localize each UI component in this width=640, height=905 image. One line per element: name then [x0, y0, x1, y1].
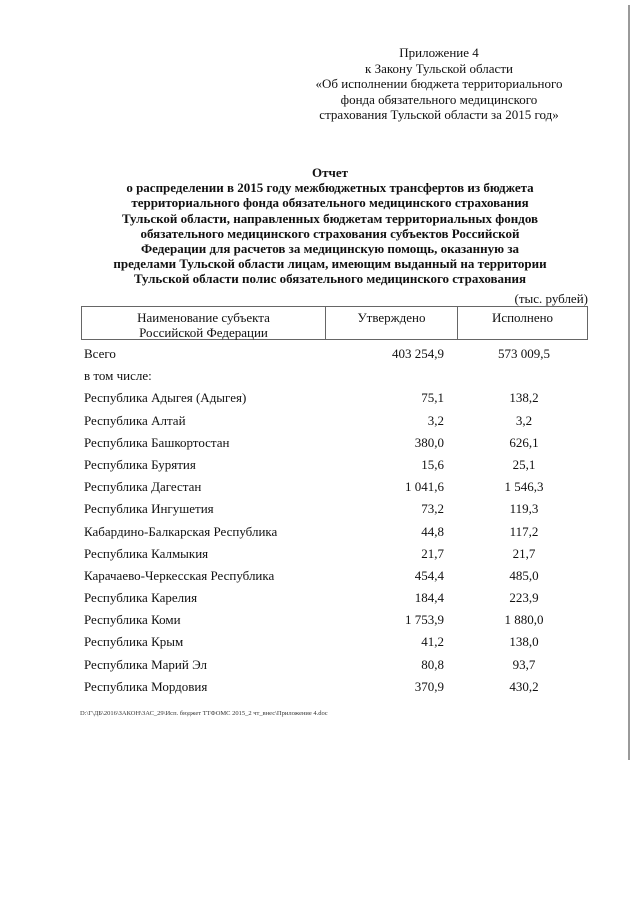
report-title	[70, 165, 590, 287]
table-row: Республика Алтай 3,2 3,2	[84, 412, 533, 428]
title-line: Тульской области, направленных бюджетам территориальных фондов	[121, 210, 539, 226]
file-path-footer: D:\Г\ДБ\2016\ЗАКОН\ЗАС_29\Исп. бюджет ТТФОМС 2015_2 чт_внес\Приложение 4.doc	[80, 710, 328, 717]
table-row: Республика Марий Эл 80,8 93,7	[84, 656, 536, 672]
table-row: Республика Ингушетия 73,2 119,3	[84, 501, 539, 517]
table-row: Республика Дагестан 1 041,6 1 546,3	[84, 479, 544, 495]
table-row: Карачаево-Черкесская Республика 454,4 485,0	[84, 567, 539, 583]
appendix-header	[278, 45, 600, 123]
units-label: (тыс. рублей)	[514, 291, 588, 306]
table-row: Республика Карелия 184,4 223,9	[84, 590, 539, 606]
title-line: пределами Тульской области лицам, имеющим выданный на территории	[113, 256, 547, 272]
table-row: Республика Мордовия 370,9 430,2	[84, 678, 539, 694]
table-row: Республика Коми 1 753,9 1 880,0	[84, 612, 544, 628]
header-subject-name: Наименование субъекта Российской Федерации	[82, 307, 326, 339]
appendix-line: фонда обязательного медицинского	[340, 91, 538, 107]
table-row: Республика Бурятия 15,6 25,1	[84, 456, 536, 472]
table-row-total: Всего 403 254,9 573 009,5	[84, 346, 550, 361]
table-row: Кабардино-Балкарская Республика 44,8 117,2	[84, 523, 539, 539]
appendix-line: к Закону Тульской области	[365, 60, 513, 76]
table-row: Республика Адыгея (Адыгея) 75,1 138,2	[84, 390, 539, 406]
table-header	[81, 306, 588, 340]
table-body	[84, 345, 604, 700]
title-line: обязательного медицинского страхования субъектов Российской	[140, 225, 520, 241]
page-edge-rule	[628, 5, 630, 760]
title-line: Тульской области полис обязательного медицинского страхования	[133, 271, 527, 287]
title-line: Отчет	[312, 165, 348, 180]
appendix-line: страхования Тульской области за 2015 год»	[319, 107, 559, 122]
appendix-line: Приложение 4	[399, 45, 479, 60]
header-executed: Исполнено	[491, 310, 554, 325]
table-row: Республика Крым 41,2 138,0	[84, 634, 539, 650]
table-row: Республика Калмыкия 21,7 21,7	[84, 545, 536, 561]
title-line: территориального фонда обязательного медицинского страхования	[131, 195, 529, 211]
title-line: о распределении в 2015 году межбюджетных трансфертов из бюджета	[126, 180, 534, 196]
table-row: Республика Башкортостан 380,0 626,1	[84, 434, 539, 450]
appendix-line: «Об исполнении бюджета территориального	[315, 76, 563, 91]
header-approved: Утверждено	[326, 307, 458, 339]
table-row-including: в том числе:	[84, 368, 152, 384]
title-line: Федерации для расчетов за медицинскую помощь, оказанную за	[140, 241, 520, 257]
